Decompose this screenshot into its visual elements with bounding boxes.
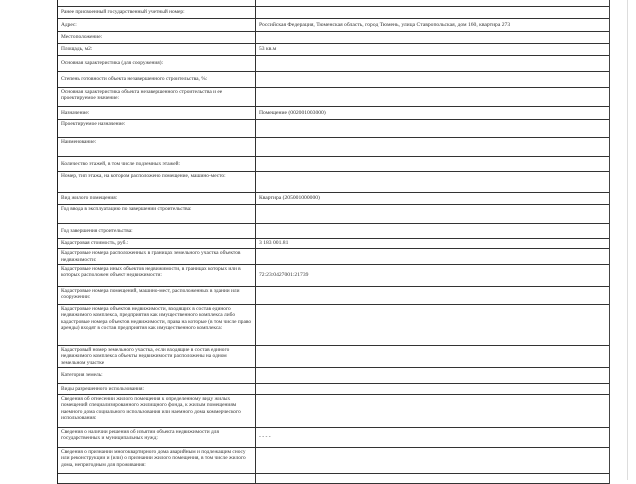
table-row bbox=[58, 239, 609, 249]
field-label bbox=[58, 0, 256, 6]
table-row bbox=[58, 0, 609, 7]
table-row bbox=[58, 32, 609, 44]
field-label: Кадастровая стоимость, руб.: bbox=[58, 239, 256, 248]
table-row bbox=[58, 474, 609, 484]
table-row bbox=[58, 44, 609, 56]
field-label: Основная характеристика объекта незавершенного строительства и ее проектируемое значение: bbox=[58, 88, 256, 106]
field-value: 3 183 001.81 bbox=[259, 240, 289, 247]
field-label: Ранее присвоенный государственный учетный номер: bbox=[58, 7, 256, 18]
table-row bbox=[58, 287, 609, 305]
field-label: Площадь, м2: bbox=[58, 44, 256, 55]
field-label: Вид жилого помещения: bbox=[58, 193, 256, 204]
field-value bbox=[256, 249, 609, 264]
field-value bbox=[256, 384, 609, 394]
field-value bbox=[256, 157, 609, 171]
field-value bbox=[256, 368, 609, 383]
table-row bbox=[58, 346, 609, 368]
field-label: Виды разрешенного использования: bbox=[58, 384, 256, 394]
field-value: 72:23:0427001:21739 bbox=[259, 272, 309, 279]
field-label: Номер, тип этажа, на котором расположено помещение, машино-место: bbox=[58, 172, 256, 192]
field-value: 53 кв.м bbox=[259, 46, 277, 53]
table-row bbox=[58, 120, 609, 138]
field-label: Кадастровые номера иных объектов недвижимости, в границах которых или в которых расположен объект недвижимости: bbox=[58, 265, 256, 286]
table-row bbox=[58, 368, 609, 384]
field-value bbox=[256, 395, 609, 427]
table-row bbox=[58, 305, 609, 346]
field-label: Степень готовности объекта незавершенного строительства, %: bbox=[58, 72, 256, 87]
field-value: Квартира (205001000000) bbox=[259, 195, 320, 202]
field-value bbox=[256, 346, 609, 367]
field-label: Сведения об отнесении жилого помещения к определенному виду жилых помещений специализированного жилищного фонда, к жилым помещениям наемного дома социального использования или наемного дома коммерческого использования: bbox=[58, 395, 256, 427]
field-label: Наименование: bbox=[58, 138, 256, 156]
field-label: Сведения о признании многоквартирного дома аварийным и подлежащим сносу или реконструкции и (или) о признании жилого помещения, в том числе жилого дома, непригодным для проживания: bbox=[58, 448, 256, 473]
table-row bbox=[58, 172, 609, 193]
field-label: Кадастровые номера расположенных в границах земельного участка объектов недвижимости: bbox=[58, 249, 256, 264]
field-label: Кадастровые номера помещений, машино-мест, расположенных в здании или сооружении: bbox=[58, 287, 256, 304]
field-value bbox=[256, 0, 609, 6]
field-value bbox=[256, 88, 609, 106]
table-row bbox=[58, 205, 609, 224]
table-row bbox=[58, 107, 609, 120]
field-label: Год ввода в эксплуатацию по завершении строительства: bbox=[58, 205, 256, 223]
field-label: Проектируемое назначение: bbox=[58, 120, 256, 137]
field-value bbox=[256, 138, 609, 156]
property-info-table bbox=[57, 0, 610, 484]
table-row bbox=[58, 138, 609, 157]
table-row bbox=[58, 448, 609, 474]
table-row bbox=[58, 224, 609, 239]
field-value bbox=[256, 32, 609, 43]
table-row bbox=[58, 428, 609, 448]
field-label: Адрес: bbox=[58, 19, 256, 31]
field-value bbox=[256, 172, 609, 192]
table-row bbox=[58, 384, 609, 395]
field-value bbox=[256, 205, 609, 223]
field-value bbox=[256, 448, 609, 473]
field-value bbox=[256, 7, 609, 18]
table-row bbox=[58, 395, 609, 428]
table-row bbox=[58, 72, 609, 88]
field-value bbox=[256, 56, 609, 71]
field-value bbox=[256, 72, 609, 87]
field-value bbox=[256, 224, 609, 238]
table-row bbox=[58, 157, 609, 172]
table-row bbox=[58, 193, 609, 205]
table-row bbox=[58, 19, 609, 32]
field-label: Кадастровый номер земельного участка, если входящие в состав единого недвижимого комплекса объекты недвижимости расположены на одном земельном участке bbox=[58, 346, 256, 367]
field-label: Назначение: bbox=[58, 107, 256, 119]
table-row bbox=[58, 7, 609, 19]
field-value bbox=[256, 287, 609, 304]
field-label: Количество этажей, в том числе подземных этажей: bbox=[58, 157, 256, 171]
field-label: Местоположение: bbox=[58, 32, 256, 43]
field-label bbox=[58, 474, 256, 483]
field-label: Кадастровые номера объектов недвижимости, входящих в состав единого недвижимого комплекса, предприятия как имущественного комплекса либо кадастровые номера объектов недвижимости, права на которые (в том числе право аренды) входят в состав предприятия как имущественного комплекса: bbox=[58, 305, 256, 345]
field-value bbox=[256, 305, 609, 345]
field-label: Категория земель: bbox=[58, 368, 256, 383]
table-row bbox=[58, 56, 609, 72]
field-value: Российская Федерация, Тюменская область, город Тюмень, улица Ставропольская, дом 160, квартира 273 bbox=[259, 21, 511, 28]
table-row bbox=[58, 265, 609, 287]
field-value bbox=[256, 120, 609, 137]
field-value: Помещение (002001003000) bbox=[259, 109, 326, 116]
field-label: Год завершения строительства: bbox=[58, 224, 256, 238]
scan-edge bbox=[627, 0, 628, 480]
table-row bbox=[58, 249, 609, 265]
field-label: Сведения о наличии решения об изъятии объекта недвижимости для государственных и муниципальных нужд: bbox=[58, 428, 256, 447]
table-row bbox=[58, 88, 609, 107]
field-value bbox=[256, 474, 609, 483]
field-value: - - - - bbox=[259, 434, 271, 441]
field-label: Основная характеристика (для сооружения): bbox=[58, 56, 256, 71]
